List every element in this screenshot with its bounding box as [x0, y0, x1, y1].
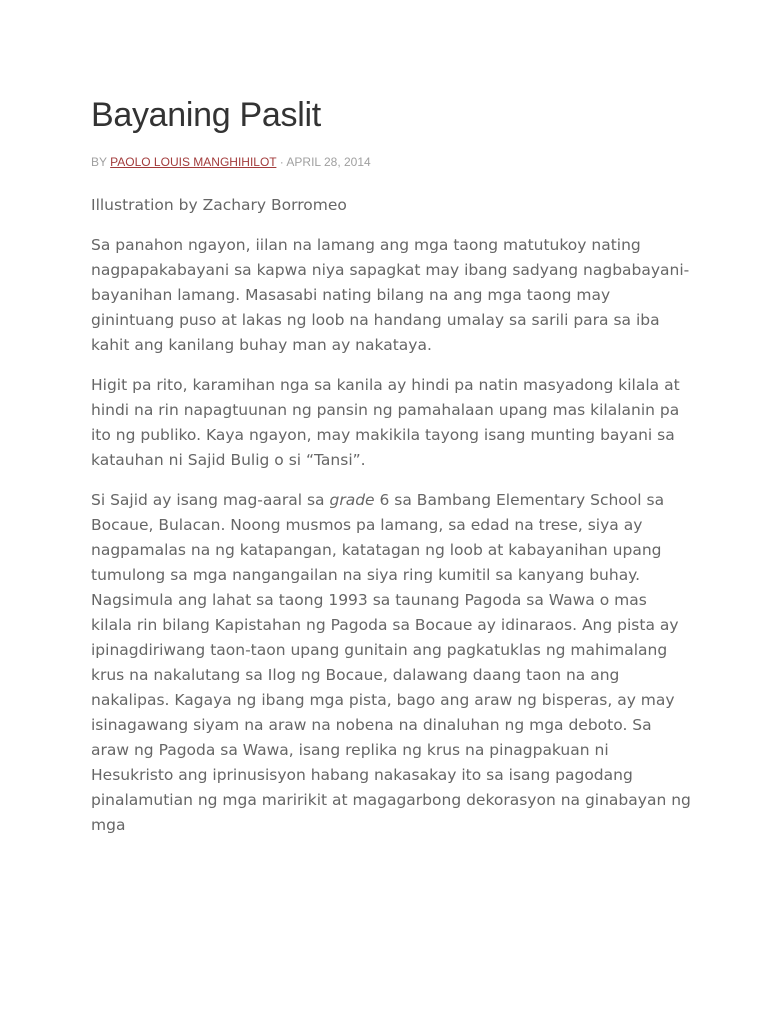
- paragraph-3-before: Si Sajid ay isang mag-aaral sa: [91, 491, 330, 509]
- paragraph-3-after: 6 sa Bambang Elementary School sa Bocaue, Bulacan. Noong musmos pa lamang, sa edad na trese, siya ay nagpamalas na ng katapangan, katatagan ng loob at kabayanihan upang tumulong sa mga nangangailan na siya ring kumitil sa kanyang buhay.: [91, 491, 665, 584]
- paragraph-1: Sa panahon ngayon, iilan na lamang ang mga taong matutukoy nating nagpapakabayani sa kapwa niya sapagkat may ibang sadyang nagbabayani-bayanihan lamang. Masasabi nating bilang na ang mga taong may ginintuang puso at lakas ng loob na handang umalay sa sarili para sa iba kahit ang kanilang buhay man ay nakataya.: [91, 236, 690, 354]
- paragraph-2: Higit pa rito, karamihan nga sa kanila ay hindi pa natin masyadong kilala at hindi na rin napagtuunan ng pansin ng pamahalaan upang mas kilalanin pa ito ng publiko. Kaya ngayon, may makikila tayong isang munting bayani sa katauhan ni Sajid Bulig o si “Tansi”.: [91, 376, 680, 469]
- paragraph-3-emphasis: grade: [329, 491, 375, 509]
- article: [91, 92, 691, 838]
- byline-separator: ·: [279, 155, 284, 169]
- article-title: Bayaning Paslit: [91, 96, 321, 134]
- illustration-credit: Illustration by Zachary Borromeo: [91, 196, 347, 214]
- author-link[interactable]: PAOLO LOUIS MANGHIHILOT: [110, 155, 277, 169]
- article-body: [91, 193, 691, 838]
- paragraph-4: Nagsimula ang lahat sa taong 1993 sa taunang Pagoda sa Wawa o mas kilala rin bilang Kapistahan ng Pagoda sa Bocaue ay idinaraos. Ang pista ay ipinagdiriwang taon-taon upang gunitain ang pagkatuklas ng mahimalang krus na nakalutang sa Ilog ng Bocaue, dalawang daang taon na ang nakalipas. Kagaya ng ibang mga pista, bago ang araw ng bisperas, ay may isinagawang siyam na araw na nobena na dinaluhan ng mga deboto. Sa araw ng Pagoda sa Wawa, isang replika ng krus na pinagpakuan ni Hesukristo ang iprinusisyon habang nakasakay ito sa isang pagodang pinalamutian ng mga maririkit at magagarbong dekorasyon na ginabayan ng mga: [91, 591, 691, 834]
- byline: [91, 154, 691, 170]
- paragraph-3: [91, 488, 691, 588]
- byline-prefix: BY: [91, 155, 107, 169]
- publish-date: APRIL 28, 2014: [286, 155, 371, 169]
